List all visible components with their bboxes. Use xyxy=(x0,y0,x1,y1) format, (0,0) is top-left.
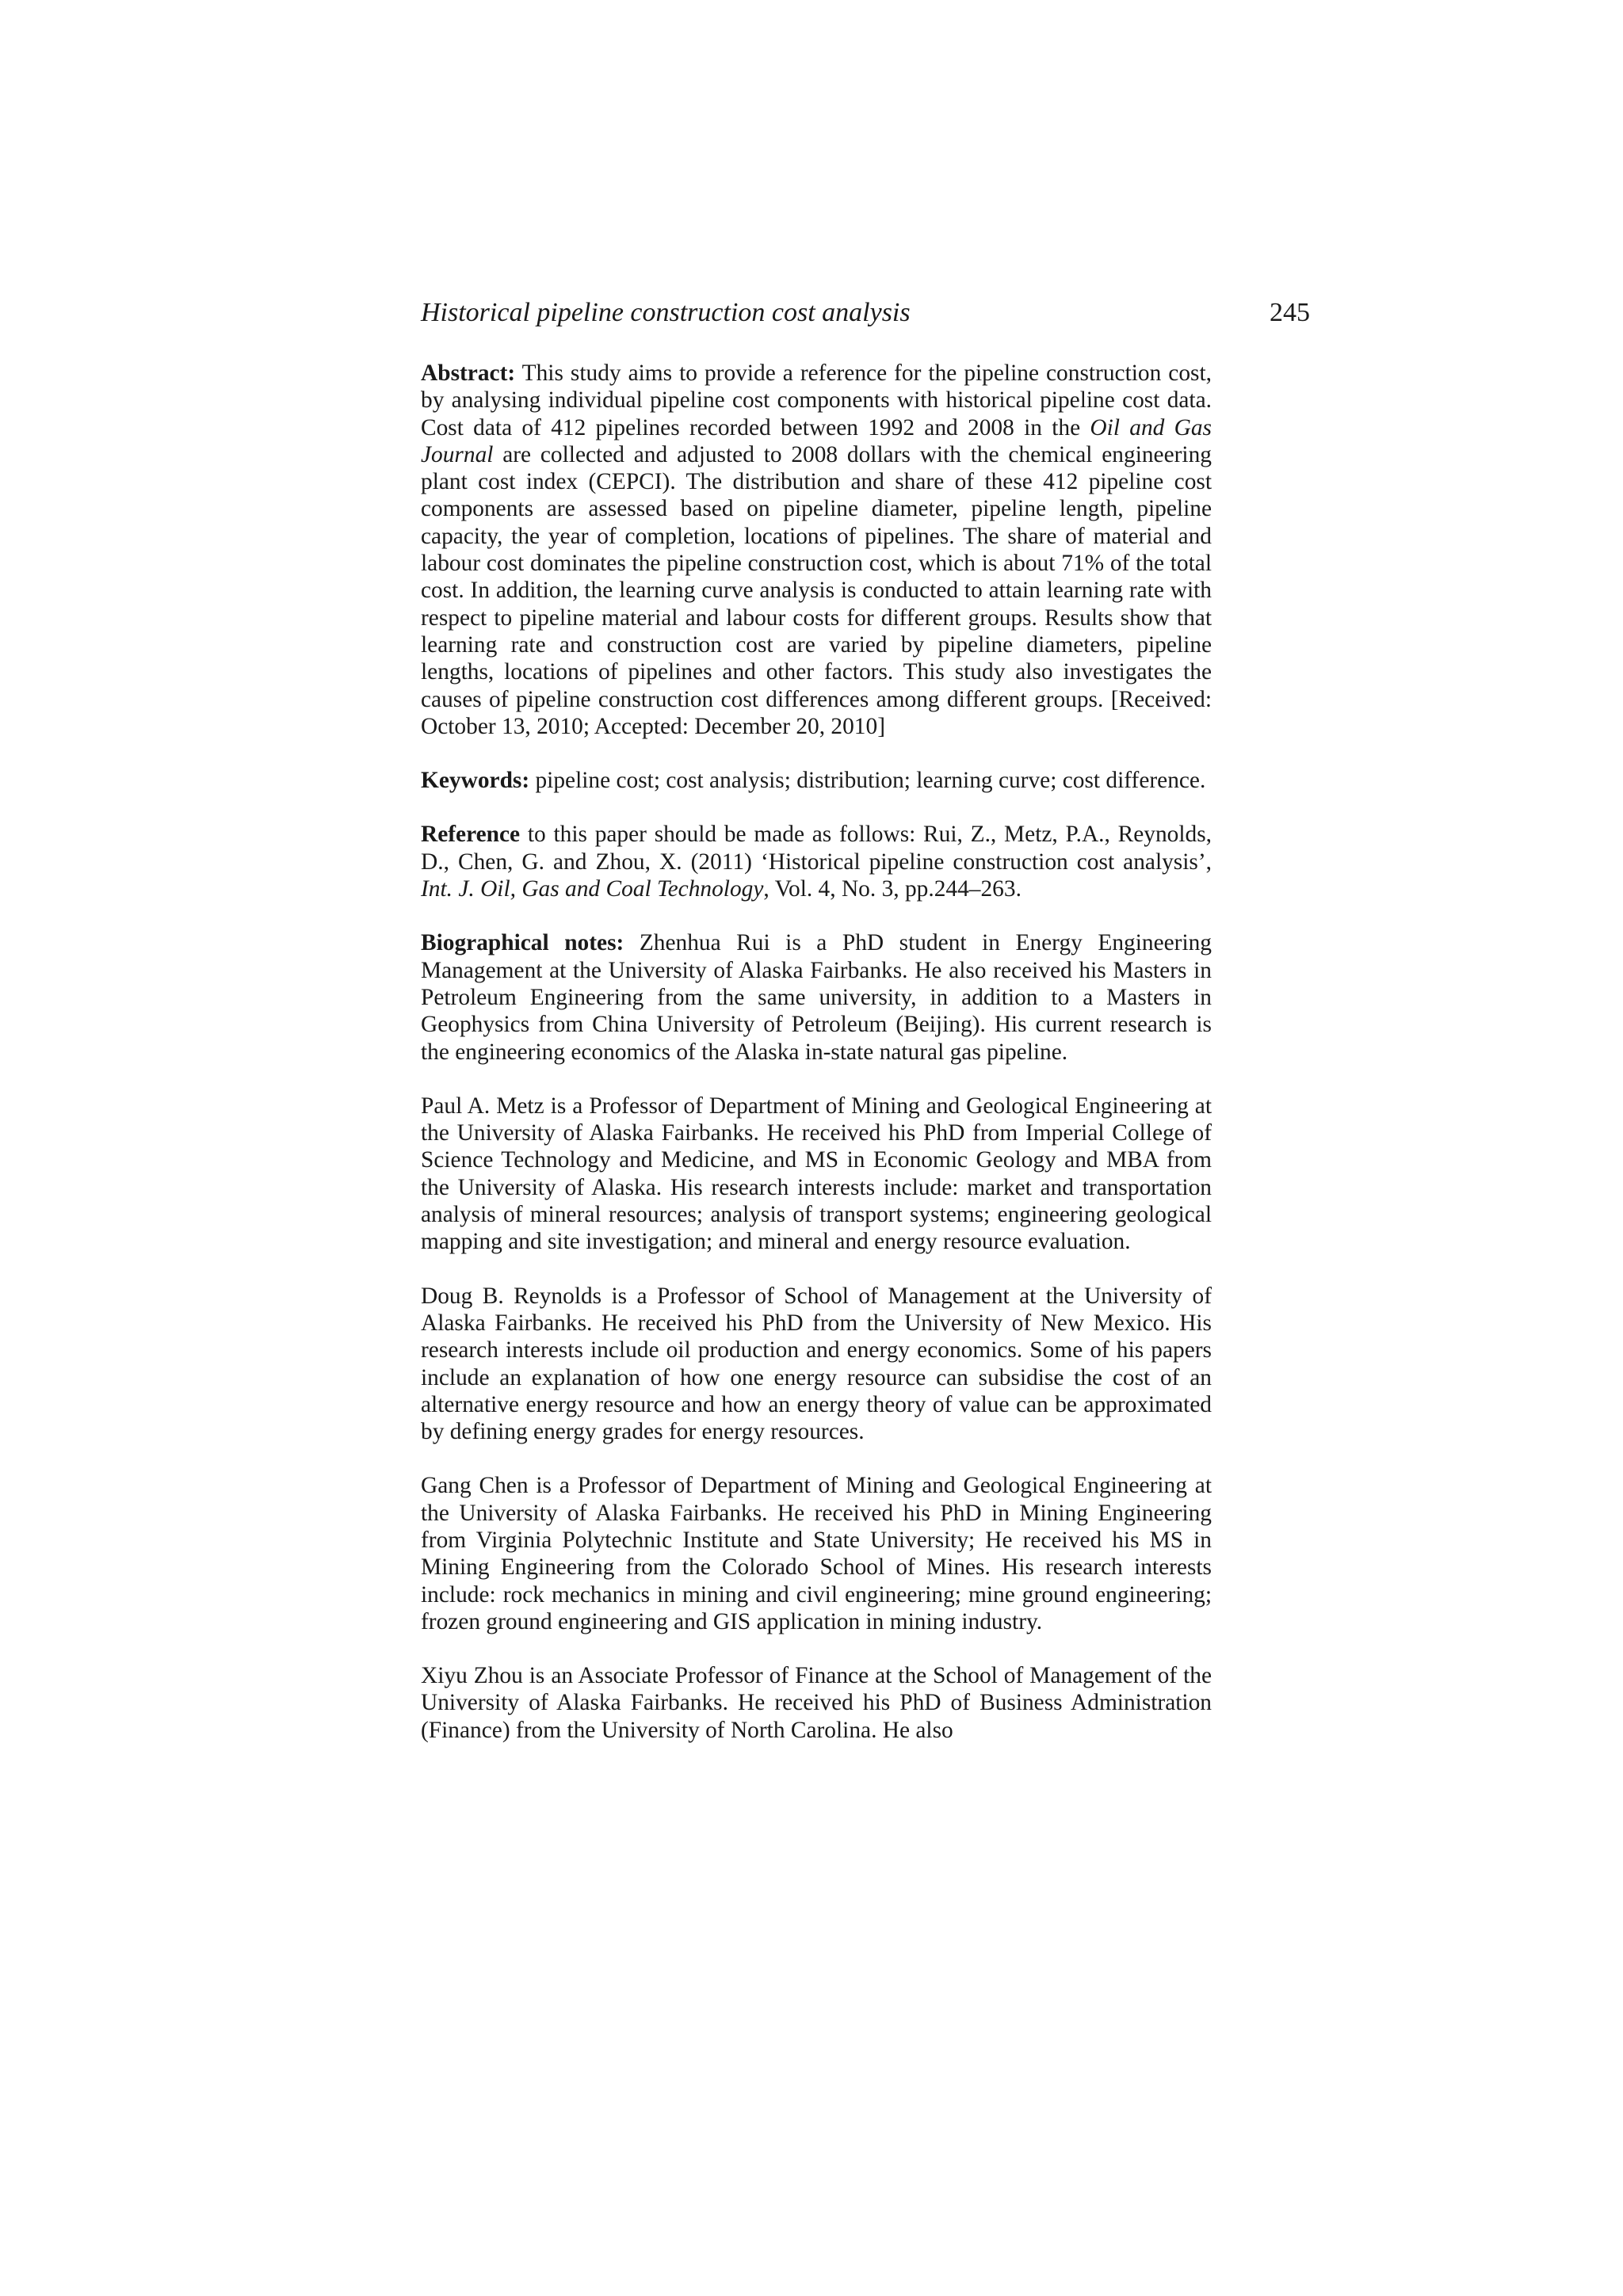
abstract-text-1: This study aims to provide a reference for the pipeline construction cost, by analysing individual pipeline cost components with historical pipeline cost data. Cost data of 412 pipelines recorded between 1992 and 2008 in the xyxy=(421,360,1212,441)
bio-zhou-paragraph: Xiyu Zhou is an Associate Professor of Finance at the School of Management of the University of Alaska Fairbanks. He received his PhD of Business Administration (Finance) from the University of North Carolina. He also xyxy=(421,1663,1212,1743)
bio-chen-paragraph: Gang Chen is a Professor of Department of Mining and Geological Engineering at the University of Alaska Fairbanks. He received his PhD in Mining Engineering from Virginia Polytechnic Institute and State University; He received his MS in Mining Engineering from the Colorado School of Mines. His research interests include: rock mechanics in mining and civil engineering; mine ground engineering; frozen ground engineering and GIS application in mining industry. xyxy=(421,1473,1212,1634)
bio-label: Biographical notes: xyxy=(421,930,624,956)
page-number: 245 xyxy=(1270,298,1310,327)
abstract-label: Abstract: xyxy=(421,360,516,386)
reference-text-2: , Vol. 4, No. 3, pp.244–263. xyxy=(763,876,1022,902)
reference-journal-name: Int. J. Oil, Gas and Coal Technology xyxy=(421,876,764,902)
abstract-paragraph xyxy=(421,360,1212,740)
abstract-journal-name: Oil and Gas Journal xyxy=(421,414,1212,467)
bio-reynolds-paragraph: Doug B. Reynolds is a Professor of School of Management at the University of Alaska Fairbanks. He received his PhD from the University of New Mexico. His research interests include oil production and energy economics. Some of his papers include an explanation of how one energy resource can subsidise the cost of an alternative energy resource and how an energy theory of value can be approximated by defining energy grades for energy resources. xyxy=(421,1283,1212,1445)
abstract-text-2: are collected and adjusted to 2008 dollars with the chemical engineering plant cost index (CEPCI). The distribution and share of these 412 pipeline cost components are assessed based on pipeline diameter, pipeline length, pipeline capacity, the year of completion, locations of pipelines. The share of material and labour cost dominates the pipeline construction cost, which is about 71% of the total cost. In addition, the learning curve analysis is conducted to attain learning rate with respect to pipeline material and labour costs for different groups. Results show that learning rate and construction cost are varied by pipeline diameters, pipeline lengths, locations of pipelines and other factors. This study also investigates the causes of pipeline construction cost differences among different groups. [Received: October 13, 2010; Accepted: December 20, 2010] xyxy=(421,441,1212,739)
bio-metz-paragraph: Paul A. Metz is a Professor of Department of Mining and Geological Engineering at the University of Alaska Fairbanks. He received his PhD from Imperial College of Science Technology and Medicine, and MS in Economic Geology and MBA from the University of Alaska. His research interests include: market and transportation analysis of mineral resources; analysis of transport systems; engineering geological mapping and site investigation; and mineral and energy resource evaluation. xyxy=(421,1093,1212,1255)
keywords-label: Keywords: xyxy=(421,768,530,794)
running-title: Historical pipeline construction cost analysis xyxy=(421,298,911,327)
running-header xyxy=(421,293,1310,333)
keywords-paragraph xyxy=(421,767,1212,794)
reference-text-1: to this paper should be made as follows: Rui, Z., Metz, P.A., Reynolds, D., Chen, G. and Zhou, X. (2011) ‘Historical pipeline construction cost analysis’, xyxy=(421,822,1212,875)
reference-label: Reference xyxy=(421,822,521,848)
bio-rui-paragraph xyxy=(421,929,1212,1065)
keywords-text: pipeline cost; cost analysis; distribution; learning curve; cost difference. xyxy=(529,768,1206,794)
reference-paragraph xyxy=(421,821,1212,902)
page-body xyxy=(421,360,1212,1771)
bio-rui-text: Zhenhua Rui is a PhD student in Energy Engineering Management at the University of Alaska Fairbanks. He also received his Masters in Petroleum Engineering from the same university, in addition to a Masters in Geophysics from China University of Petroleum (Beijing). His current research is the engineering economics of the Alaska in-state natural gas pipeline. xyxy=(421,930,1212,1065)
